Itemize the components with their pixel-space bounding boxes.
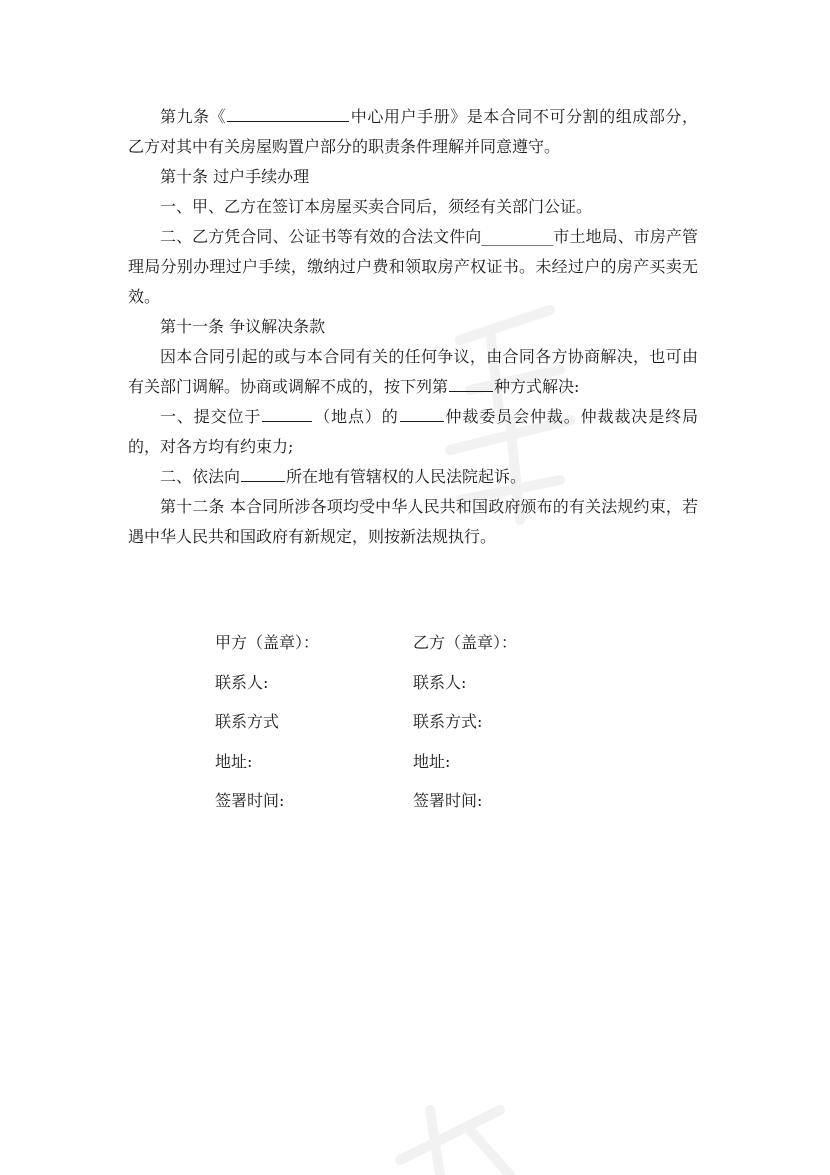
party-a-contact-label: 联系人: xyxy=(215,672,269,692)
party-a-method-label: 联系方式 xyxy=(215,712,280,732)
clause-9 xyxy=(128,102,698,162)
clause-11-title: 第十一条 争议解决条款 xyxy=(160,317,326,336)
signature-row-address xyxy=(215,741,635,781)
party-a-date-label: 签署时间: xyxy=(215,791,285,811)
clause-10-item-2: 二、乙方凭合同、公证书等有效的合法文件向_________市土地局、市房产管理局分别办理过户手续，缴纳过户费和领取房产权证书。未经过户的房产买卖无效。 xyxy=(128,227,698,306)
clause-11-intro-text: 因本合同引起的或与本合同有关的任何争议，由合同各方协商解决，也可由有关部门调解。协商或调解不成的，按下列第 xyxy=(128,347,698,396)
contract-body xyxy=(128,102,698,552)
watermark-graphic xyxy=(380,1090,520,1175)
signature-row-seal xyxy=(215,622,635,662)
party-b-date-label: 签署时间: xyxy=(413,791,483,811)
party-a-seal-label: 甲方（盖章）： xyxy=(215,633,320,653)
clause-11-intro-end: 种方式解决: xyxy=(494,377,580,396)
court-text-b: 所在地有管辖权的人民法院起诉。 xyxy=(286,467,527,486)
signature-row-contact xyxy=(215,662,635,702)
signature-row-date xyxy=(215,780,635,820)
clause-11-intro xyxy=(128,342,698,402)
clause-12: 第十二条 本合同所涉各项均受中华人民共和国政府颁布的有关法规约束，若遇中华人民共和国政府有新规定，则按新法规执行。 xyxy=(128,497,698,546)
clause-9-prefix: 第九条《 xyxy=(160,107,227,126)
court-location-blank[interactable] xyxy=(241,464,285,482)
clause-10-item-1: 一、甲、乙方在签订本房屋买卖合同后，须经有关部门公证。 xyxy=(160,197,593,216)
signature-row-method xyxy=(215,701,635,741)
clause-11-item-1 xyxy=(128,402,698,462)
party-a-address-label: 地址: xyxy=(215,751,253,771)
method-number-blank[interactable] xyxy=(449,374,493,392)
arbitration-text-c: 仲裁委员会仲裁。仲裁裁决是终局的，对各方均有约束力; xyxy=(128,407,698,456)
arbitration-text-b: （地点）的 xyxy=(313,407,399,426)
clause-11-item-2 xyxy=(128,462,698,492)
party-b-method-label: 联系方式: xyxy=(413,712,483,732)
clause-10-title: 第十条 过户手续办理 xyxy=(160,167,310,186)
court-text-a: 二、依法向 xyxy=(160,467,241,486)
clause-9-text: 中心用户手册》是本合同不可分割的组成部分，乙方对其中有关房屋购置户部分的职责条件理解并同意遵守。 xyxy=(128,107,698,156)
arbitration-committee-blank[interactable] xyxy=(400,404,444,422)
party-b-seal-label: 乙方（盖章）： xyxy=(413,633,518,653)
party-b-contact-label: 联系人: xyxy=(413,672,467,692)
arbitration-location-blank[interactable] xyxy=(262,404,312,422)
party-b-address-label: 地址: xyxy=(413,751,451,771)
arbitration-text-a: 一、提交位于 xyxy=(160,407,262,426)
signature-block xyxy=(215,622,635,820)
handbook-name-blank[interactable] xyxy=(227,104,349,122)
